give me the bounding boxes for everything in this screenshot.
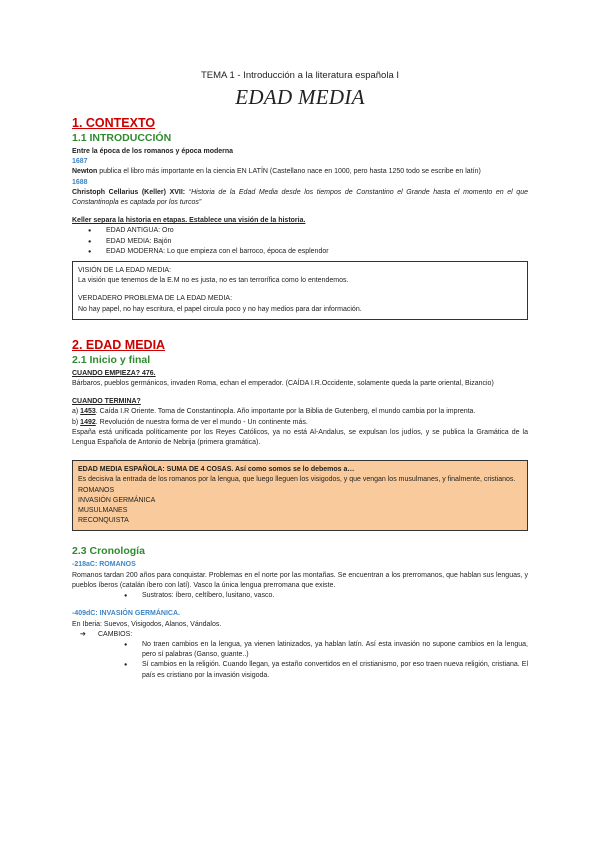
end-b-text: . Revolución de nuestra forma de ver el mundo - Un continente más.: [95, 418, 308, 426]
newton-text: publica el libro más importante en la ciencia EN LATÍN (Castellano nace en 1000, pero hasta 1250 todo se escribe en latín): [97, 168, 481, 176]
end-a-text: . Caída I.R Oriente. Toma de Constantinopla. Año importante por la Biblia de Gutenberg, el mundo cambia por la imprenta.: [95, 408, 476, 416]
end-b-year: 1492: [80, 418, 96, 426]
end-a-year: 1453: [80, 408, 96, 416]
list-item: ● Sustratos: íbero, celtíbero, lusitano, vasco.: [142, 591, 528, 601]
end-a-prefix: a): [72, 408, 81, 416]
end-b-prefix: b): [72, 418, 81, 426]
box-line: VERDADERO PROBLEMA DE LA EDAD MEDIA:: [78, 295, 233, 303]
newton-name: Newton: [72, 168, 98, 176]
list-item: ● Sí cambios en la religión. Cuando llegan, ya estaño convertidos en el cristianismo, por eso traen nueva religión, cristiana. El país es cristiano por la invasión visigoda.: [142, 660, 528, 680]
box-item: MUSULMANES: [78, 507, 128, 515]
cellarius-paragraph: [72, 188, 528, 208]
box-line: La visión que tenemos de la E.M no es justa, no es tan terrorífica como lo entendemos.: [78, 277, 349, 285]
box-heading: EDAD MEDIA ESPAÑOLA: SUMA DE 4 COSAS. Así como somos se lo debemos a…: [78, 466, 355, 474]
keller-lead: Keller separa la historia en etapas. Establece una visión de la historia.: [72, 217, 306, 225]
box-item: ROMANOS: [78, 486, 115, 494]
list-item: ● EDAD MODERNA: Lo que empieza con el barroco, época de esplendor: [106, 247, 528, 257]
date-romanos: -218aC: ROMANOS: [72, 561, 136, 569]
section-heading-edad-media: 2. EDAD MEDIA: [72, 337, 166, 352]
romanos-paragraph: Romanos tardan 200 años para conquistar. Problemas en el norte por las montañas. Se encuentran a los prerromanos, que hablan sus lenguas, y pueblos íberos (catalán íbero con latí). Vasco la única lengua prerromana que existe.: [72, 571, 528, 589]
list-item: ● EDAD ANTIGUA: Oro: [106, 226, 528, 236]
list-item: ● EDAD MEDIA: Bajón: [106, 237, 528, 247]
year-1688: 1688: [72, 178, 88, 186]
cellarius-text: “Historia de la Edad Media desde los tiempos de Constantino el Grande hasta el momento en el que Constantinopla es captada por los turcos”: [72, 188, 528, 207]
subsection-heading-inicio-final: 2.1 Inicio y final: [72, 353, 151, 366]
box-item: RECONQUISTA: [78, 517, 129, 525]
document-page: [72, 70, 528, 681]
list-item: ● No traen cambios en la lengua, ya vienen latinizados, ya hablan latín. Así esta invasión no supone cambios en la lengua, pero sí palabras (Ganso, guante..): [142, 640, 528, 660]
subsection-heading-introduccion: 1.1 INTRODUCCIÓN: [72, 132, 172, 144]
end-a: [72, 407, 528, 417]
vision-box: [72, 261, 528, 320]
section-heading-contexto: 1. CONTEXTO: [72, 116, 156, 130]
spain-paragraph: España está unificada políticamente por los Reyes Católicos, ya no está Al-Andalus, se expulsan los judíos, y se publica la Gramática de la Lengua Española de Antonio de Nebrija (primera gramática).: [72, 428, 528, 447]
start-text: Bárbaros, pueblos germánicos, invaden Roma, echan el emperador. (CAÍDA I.R.Occidente, solamente queda la parte oriental, Bizancio): [72, 380, 494, 388]
start-question: CUANDO EMPIEZA? 476.: [72, 369, 156, 377]
sustratos-list: [72, 591, 528, 601]
cambios-label: ➔ CAMBIOS:: [72, 630, 528, 640]
box-text: Es decisiva la entrada de los romanos por la lengua, que luego lleguen los visigodos, y que vengan los musulmanes, y finalmente, cristianos.: [78, 476, 516, 484]
date-invasion-germanica: -409dC: INVASIÓN GERMÁNICA.: [72, 610, 180, 618]
box-item: INVASIÓN GERMÁNICA: [78, 496, 156, 504]
germanic-paragraph: En Iberia: Suevos, Visigodos, Alanos, Vándalos.: [72, 620, 222, 628]
newton-paragraph: [72, 167, 528, 177]
eras-list: [72, 226, 528, 257]
end-question: CUANDO TERMINA?: [72, 398, 141, 406]
cellarius-name: Christoph Cellarius (Keller) XVII:: [72, 188, 186, 196]
year-1687: 1687: [72, 158, 88, 166]
subsection-heading-cronologia: 2.3 Cronología: [72, 545, 145, 558]
spanish-middle-ages-box: [72, 460, 528, 531]
topic-header: TEMA 1 - Introducción a la literatura española I: [200, 70, 400, 81]
document-title: EDAD MEDIA: [235, 85, 365, 109]
cambios-list: [72, 640, 528, 681]
box-line: VISIÓN DE LA EDAD MEDIA:: [78, 267, 171, 275]
intro-lead: Entre la época de los romanos y época moderna: [72, 148, 234, 155]
box-line: No hay papel, no hay escritura, el papel circula poco y no hay medios para dar información.: [78, 305, 362, 313]
end-b: [72, 418, 528, 428]
